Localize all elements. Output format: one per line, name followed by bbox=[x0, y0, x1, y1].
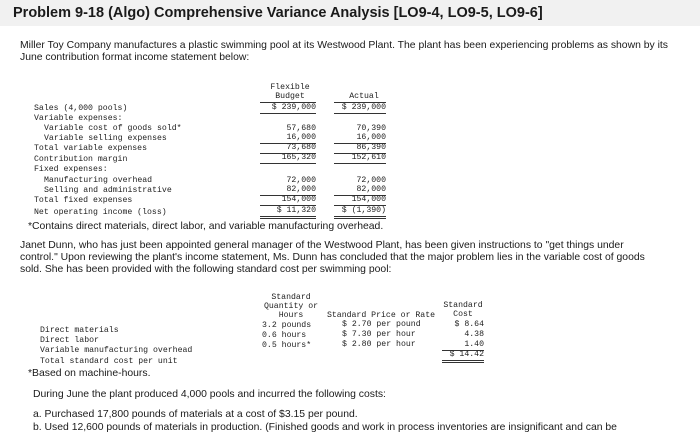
cost-row-cost: 1.40 bbox=[442, 340, 484, 351]
paragraph-june: During June the plant produced 4,000 pools and incurred the following costs: bbox=[33, 389, 386, 400]
row-actual: 86,390 bbox=[334, 143, 386, 154]
list-item-a: a. Purchased 17,800 pounds of materials at a cost of $3.15 per pound. bbox=[33, 409, 358, 420]
cost-row-cost: $ 8.64 bbox=[454, 320, 484, 329]
list-item-b: b. Used 12,600 pounds of materials in production. (Finished goods and work in process inventories are insignificant and can be bbox=[33, 422, 617, 433]
cost-row-price: $ 2.70 per pound bbox=[342, 320, 421, 329]
cost-row-price: $ 2.80 per hour bbox=[342, 340, 416, 349]
row-flex: 165,320 bbox=[260, 153, 316, 164]
cost-row-cost: 4.38 bbox=[464, 330, 484, 339]
row-label: Sales (4,000 pools) bbox=[34, 104, 128, 113]
row-actual: 152,610 bbox=[334, 153, 386, 164]
cost-header-2: Cost bbox=[453, 310, 473, 319]
cost-row-label: Direct materials bbox=[40, 326, 119, 335]
row-flex: $ 239,000 bbox=[260, 102, 316, 114]
cost-row-price: $ 7.30 per hour bbox=[342, 330, 416, 339]
row-actual: 16,000 bbox=[334, 133, 386, 144]
row-label: Manufacturing overhead bbox=[44, 176, 153, 185]
paragraph-janet: Janet Dunn, who has just been appointed general manager of the Westwood Plant, has been given instructions to "get things under control." Upon reviewing the plant's income statement, Ms. Dunn has concluded that the major problem lies in the variable cost of goods sold. She has been provided with the following standard cost per swimming pool: bbox=[20, 240, 645, 275]
title-bar bbox=[0, 0, 700, 26]
row-flex: 82,000 bbox=[260, 185, 316, 196]
row-label: Variable expenses: bbox=[34, 114, 123, 123]
qty-header-3: Hours bbox=[278, 311, 304, 320]
row-label: Variable selling expenses bbox=[44, 134, 167, 143]
row-flex: 73,680 bbox=[260, 143, 316, 154]
flex-header-2: Budget bbox=[275, 92, 305, 101]
price-header: Standard Price or Rate bbox=[326, 311, 436, 320]
cost-row-label: Variable manufacturing overhead bbox=[40, 346, 193, 355]
qty-header-1: Standard bbox=[271, 293, 311, 302]
row-label: Fixed expenses: bbox=[34, 165, 108, 174]
cost-row-label: Direct labor bbox=[40, 336, 99, 345]
row-label: Total variable expenses bbox=[34, 144, 148, 153]
income-footnote: *Contains direct materials, direct labor, and variable manufacturing overhead. bbox=[28, 221, 384, 232]
row-actual: 82,000 bbox=[334, 185, 386, 196]
row-flex: 57,680 bbox=[286, 124, 316, 133]
cost-row-qty: 0.5 hours* bbox=[262, 341, 312, 350]
row-flex: 154,000 bbox=[260, 195, 316, 206]
intro-paragraph: Miller Toy Company manufactures a plastic swimming pool at its Westwood Plant. The plant has been experiencing problems as shown by its June contribution format income statement below: bbox=[20, 40, 668, 63]
flex-header-1: Flexible bbox=[270, 83, 310, 92]
row-actual: $ (1,390) bbox=[334, 206, 386, 219]
row-actual: $ 239,000 bbox=[334, 102, 386, 114]
row-label: Total fixed expenses bbox=[34, 196, 133, 205]
machine-hours-footnote: *Based on machine-hours. bbox=[28, 368, 151, 379]
cost-row-qty: 0.6 hours bbox=[262, 331, 307, 340]
row-flex: 16,000 bbox=[260, 133, 316, 144]
total-cost-value: $ 14.42 bbox=[442, 350, 484, 363]
row-label: Selling and administrative bbox=[44, 186, 172, 195]
problem-title: Problem 9-18 (Algo) Comprehensive Variance Analysis [LO9-4, LO9-5, LO9-6] bbox=[13, 5, 543, 21]
cost-row-qty: 3.2 pounds bbox=[262, 321, 312, 330]
actual-header: Actual bbox=[349, 92, 379, 101]
row-flex: $ 11,320 bbox=[260, 206, 316, 219]
cost-header-1: Standard bbox=[443, 301, 483, 310]
row-actual: 72,000 bbox=[356, 176, 386, 185]
qty-header-2: Quantity or bbox=[263, 302, 319, 311]
row-actual: 70,390 bbox=[356, 124, 386, 133]
row-flex: 72,000 bbox=[286, 176, 316, 185]
total-cost-label: Total standard cost per unit bbox=[40, 357, 178, 366]
row-label: Contribution margin bbox=[34, 155, 128, 164]
row-label: Net operating income (loss) bbox=[34, 208, 167, 217]
row-actual: 154,000 bbox=[334, 195, 386, 206]
row-label: Variable cost of goods sold* bbox=[44, 124, 182, 133]
